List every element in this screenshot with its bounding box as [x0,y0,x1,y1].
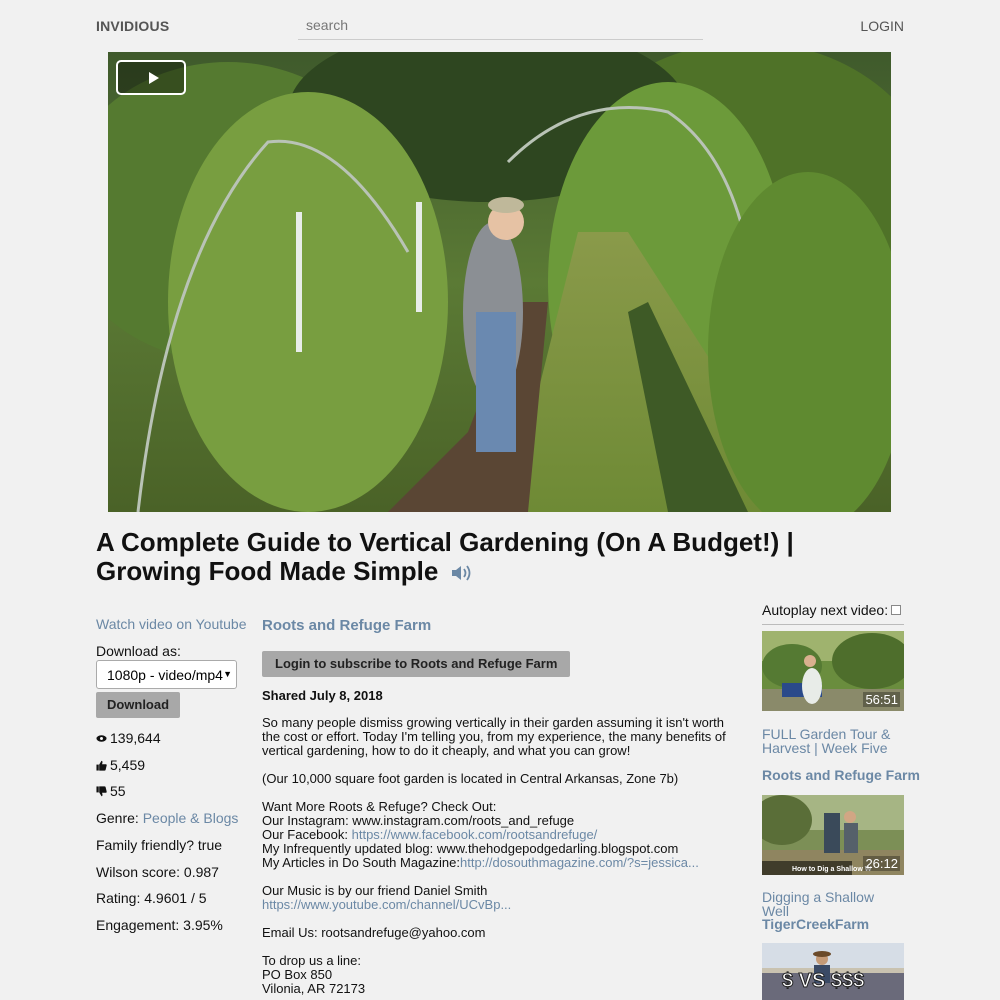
description-paragraph: So many people dismiss growing vertically in their garden assuming it isn't worth the cost or effort. Today I'm telling you, from my experience, the many benefits of vertical gardening, how to do it cheaply, and what you can grow! [262,715,726,758]
eye-icon [96,733,107,744]
watch-on-youtube-link[interactable]: Watch video on Youtube [96,616,247,632]
dislike-count [96,783,126,799]
subscribe-button[interactable]: Login to subscribe to Roots and Refuge Farm [262,651,570,677]
play-icon [149,72,159,84]
recommended-video-channel[interactable]: Roots and Refuge Farm [762,767,920,783]
speaker-icon[interactable] [450,564,472,582]
view-count-value: 139,644 [110,730,161,746]
search-input[interactable] [298,11,703,40]
divider [762,624,904,625]
thumbnail-caption: $ VS $$$ [782,970,865,992]
description-line: Our Instagram: www.instagram.com/roots_and_refuge [262,813,575,828]
video-player[interactable] [108,52,891,512]
download-format-value: 1080p - video/mp4 [107,667,223,683]
thumbnail-image [762,943,904,1000]
video-poster [108,52,891,512]
youtube-channel-link[interactable]: https://www.youtube.com/channel/UCvBp... [262,897,512,912]
download-format-select[interactable] [96,660,237,689]
recommended-video-channel[interactable]: TigerCreekFarm [762,916,870,932]
video-title [96,528,904,586]
video-title-text: A Complete Guide to Vertical Gardening (On A Budget!) | Growing Food Made Simple [96,527,794,586]
channel-link[interactable]: Roots and Refuge Farm [262,617,432,634]
shared-date: Shared July 8, 2018 [262,688,383,703]
facebook-link[interactable]: https://www.facebook.com/rootsandrefuge/ [351,827,598,842]
description-paragraph [262,954,742,996]
genre-link[interactable]: People & Blogs [142,810,239,826]
description-paragraph: (Our 10,000 square foot garden is located in Central Arkansas, Zone 7b) [262,771,679,786]
download-as-label: Download as: [96,643,181,659]
description-line: To drop us a line: [262,953,362,968]
description-line: Our Facebook: [262,827,352,842]
video-thumbnail[interactable] [762,943,904,1000]
login-link[interactable]: LOGIN [860,18,904,34]
video-thumbnail[interactable] [762,795,904,875]
description-line: Vilonia, AR 72173 [262,981,366,996]
description-paragraph: Email Us: rootsandrefuge@yahoo.com [262,925,486,940]
dosouth-link[interactable]: http://dosouthmagazine.com/?s=jessica... [459,855,699,870]
autoplay-checkbox[interactable] [891,605,901,615]
description-line: Our Music is by our friend Daniel Smith [262,883,488,898]
download-button[interactable]: Download [96,692,180,718]
genre [96,810,238,826]
dislike-count-value: 55 [110,783,126,799]
description-line: Want More Roots & Refuge? Check Out: [262,799,497,814]
video-thumbnail[interactable] [762,631,904,711]
genre-label: Genre: [96,810,139,826]
video-duration: 26:12 [865,856,898,871]
brand-logo-link[interactable]: INVIDIOUS [96,18,170,34]
rating: Rating: 4.9601 / 5 [96,890,207,906]
navbar [96,0,904,52]
dropdown-arrow-icon: ▼ [223,669,232,679]
wilson-score: Wilson score: 0.987 [96,864,219,880]
play-button[interactable] [116,60,186,95]
autoplay-label: Autoplay next video: [762,602,889,618]
description-line: PO Box 850 [262,967,333,982]
view-count [96,730,161,746]
engagement: Engagement: 3.95% [96,917,223,933]
like-count [96,757,145,773]
thumbnail-caption: How to Dig a Shallow W [792,866,872,873]
video-duration: 56:51 [865,692,898,707]
recommended-video-title[interactable]: FULL Garden Tour & Harvest | Week Five [762,726,891,756]
thumbs-up-icon [96,760,107,771]
video-description [262,716,742,1000]
description-line: My Infrequently updated blog: www.thehodgepodgedarling.blogspot.com [262,841,679,856]
family-friendly: Family friendly? true [96,837,223,853]
thumbs-down-icon [96,786,107,797]
recommended-video-title[interactable]: Digging a Shallow Well [762,889,875,919]
like-count-value: 5,459 [110,757,146,773]
description-paragraph [262,884,742,912]
description-line: My Articles in Do South Magazine: [262,855,460,870]
description-paragraph [262,800,742,870]
autoplay-toggle [762,602,901,618]
